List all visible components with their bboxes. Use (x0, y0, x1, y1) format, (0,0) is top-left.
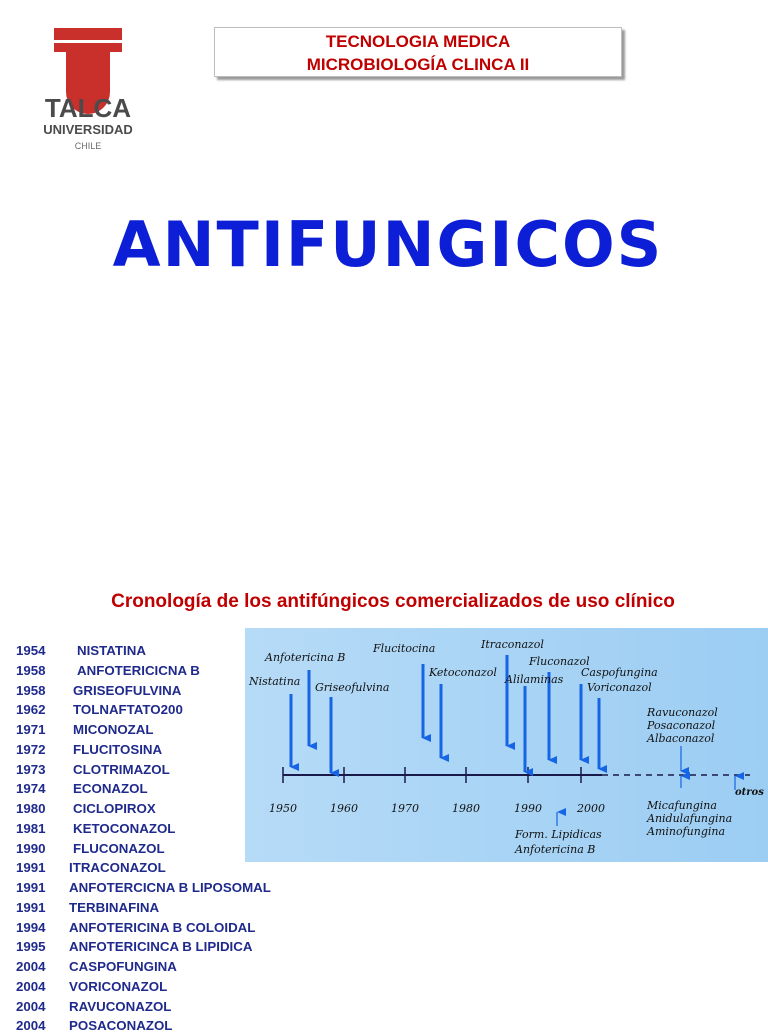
label-future-drug: Anidulafungina (647, 812, 733, 825)
timeline-drug: FLUCITOSINA (73, 741, 163, 757)
timeline-drug: KETOCONAZOL (73, 820, 176, 836)
logo-line3: CHILE (74, 141, 102, 151)
timeline-item (16, 1016, 173, 1036)
axis-year-label: 1970 (391, 802, 419, 815)
timeline-drug: CICLOPIROX (73, 801, 156, 816)
label-itraconazol: Itraconazol (481, 638, 544, 651)
university-logo (36, 26, 140, 154)
timeline-item (16, 720, 154, 740)
timeline-year: 1972 (16, 741, 46, 757)
timeline-drug: NISTATINA (77, 643, 146, 658)
timeline-item (16, 957, 177, 977)
label-flucitocina: Flucitocina (373, 642, 436, 655)
label-griseofulvina: Griseofulvina (315, 681, 390, 694)
label-future-drug: Aminofungina (647, 825, 726, 838)
axis-year-label: 1960 (330, 802, 358, 815)
timeline-item (16, 740, 163, 760)
timeline-item (16, 641, 146, 661)
label-future-drug: Albaconazol (647, 732, 715, 745)
timeline-item (16, 661, 200, 681)
timeline-drug: CLOTRIMAZOL (73, 761, 170, 777)
label-future-drug: Posaconazol (647, 719, 716, 732)
timeline-drug: POSACONAZOL (69, 1018, 173, 1034)
timeline-drug: ECONAZOL (73, 781, 148, 797)
label-future-drug: Ravuconazol (647, 706, 718, 719)
label-voriconazol: Voriconazol (587, 681, 652, 694)
timeline-drug: FLUCONAZOL (73, 840, 165, 856)
timeline-item (16, 779, 148, 799)
axis-year-label: 1990 (514, 802, 542, 815)
timeline-year: 1995 (16, 939, 46, 955)
label-alilaminas: Alilaminas (505, 673, 564, 686)
label-form-lipidicas: Anfotericina B (515, 843, 596, 856)
timeline-drug: ITRACONAZOL (69, 860, 166, 876)
timeline-year: 1991 (16, 899, 46, 915)
timeline-year: 1981 (16, 820, 46, 836)
timeline-item (16, 819, 176, 839)
page-title: ANTIFUNGICOS (112, 208, 664, 281)
label-fluconazol: Fluconazol (529, 655, 590, 668)
timeline-year: 1994 (16, 919, 46, 935)
timeline-item (16, 977, 168, 997)
timeline-item (16, 997, 172, 1017)
label-future-drug: Micafungina (647, 799, 717, 812)
timeline-drug: CASPOFUNGINA (69, 959, 177, 974)
label-ketoconazol: Ketoconazol (429, 666, 497, 679)
timeline-item (16, 937, 253, 957)
label-caspofungina: Caspofungina (581, 666, 658, 679)
timeline-item (16, 700, 183, 720)
timeline-year: 1980 (16, 801, 46, 816)
timeline-item (16, 681, 182, 701)
timeline-year: 1958 (16, 682, 46, 698)
timeline-year: 1991 (16, 860, 46, 876)
timeline-year: 2004 (16, 998, 46, 1014)
timeline-year: 1962 (16, 702, 46, 718)
timeline-drug: MICONOZAL (73, 722, 154, 737)
timeline-item (16, 898, 160, 918)
label-otros: otros (735, 787, 764, 798)
chronology-title: Cronología de los antifúngicos comercializados de uso clínico (111, 591, 675, 612)
logo-line1: TALCA (44, 93, 132, 123)
timeline-item (16, 760, 170, 780)
timeline-drug: ANFOTERICINA B COLOIDAL (69, 919, 256, 935)
course-header (214, 27, 622, 77)
axis-year-label: 1950 (269, 802, 297, 815)
label-form-lipidicas: Form. Lipidicas (515, 828, 602, 841)
timeline-drug: TOLNAFTATO200 (73, 702, 183, 718)
timeline-drug: ANFOTERICICNA B (77, 662, 200, 678)
header-line1: TECNOLOGIA MEDICA (325, 32, 511, 51)
timeline-item (16, 839, 165, 859)
timeline-year: 1971 (16, 722, 46, 737)
timeline-year: 1958 (16, 662, 46, 678)
timeline-year: 1991 (16, 880, 46, 895)
timeline-year: 1973 (16, 761, 46, 777)
timeline-year: 1974 (16, 781, 46, 797)
axis-year-label: 1980 (452, 802, 480, 815)
header-line2: MICROBIOLOGÍA CLINCA II (306, 55, 530, 74)
timeline-item (16, 878, 271, 898)
timeline-drug: GRISEOFULVINA (73, 682, 182, 698)
timeline-drug: ANFOTERCICNA B LIPOSOMAL (69, 880, 271, 895)
timeline-drug: VORICONAZOL (69, 978, 168, 994)
label-anfotericina-b: Anfotericina B (265, 651, 346, 664)
timeline-year: 2004 (16, 1018, 46, 1034)
chronology-figure (245, 628, 768, 862)
timeline-drug: TERBINAFINA (69, 899, 160, 915)
label-nistatina: Nistatina (249, 675, 301, 688)
timeline-year: 1990 (16, 840, 46, 856)
logo-emblem-bar (54, 40, 122, 43)
timeline-item (16, 918, 256, 938)
timeline-drug: ANFOTERICINCA B LIPIDICA (69, 939, 253, 955)
logo-line2: UNIVERSIDAD (43, 122, 133, 137)
timeline-year: 2004 (16, 978, 46, 994)
timeline-list (16, 641, 271, 1036)
timeline-year: 2004 (16, 959, 46, 974)
axis-year-label: 2000 (577, 802, 605, 815)
timeline-drug: RAVUCONAZOL (69, 998, 172, 1014)
timeline-year: 1954 (16, 643, 46, 658)
timeline-item (16, 799, 156, 819)
timeline-item (16, 858, 166, 878)
